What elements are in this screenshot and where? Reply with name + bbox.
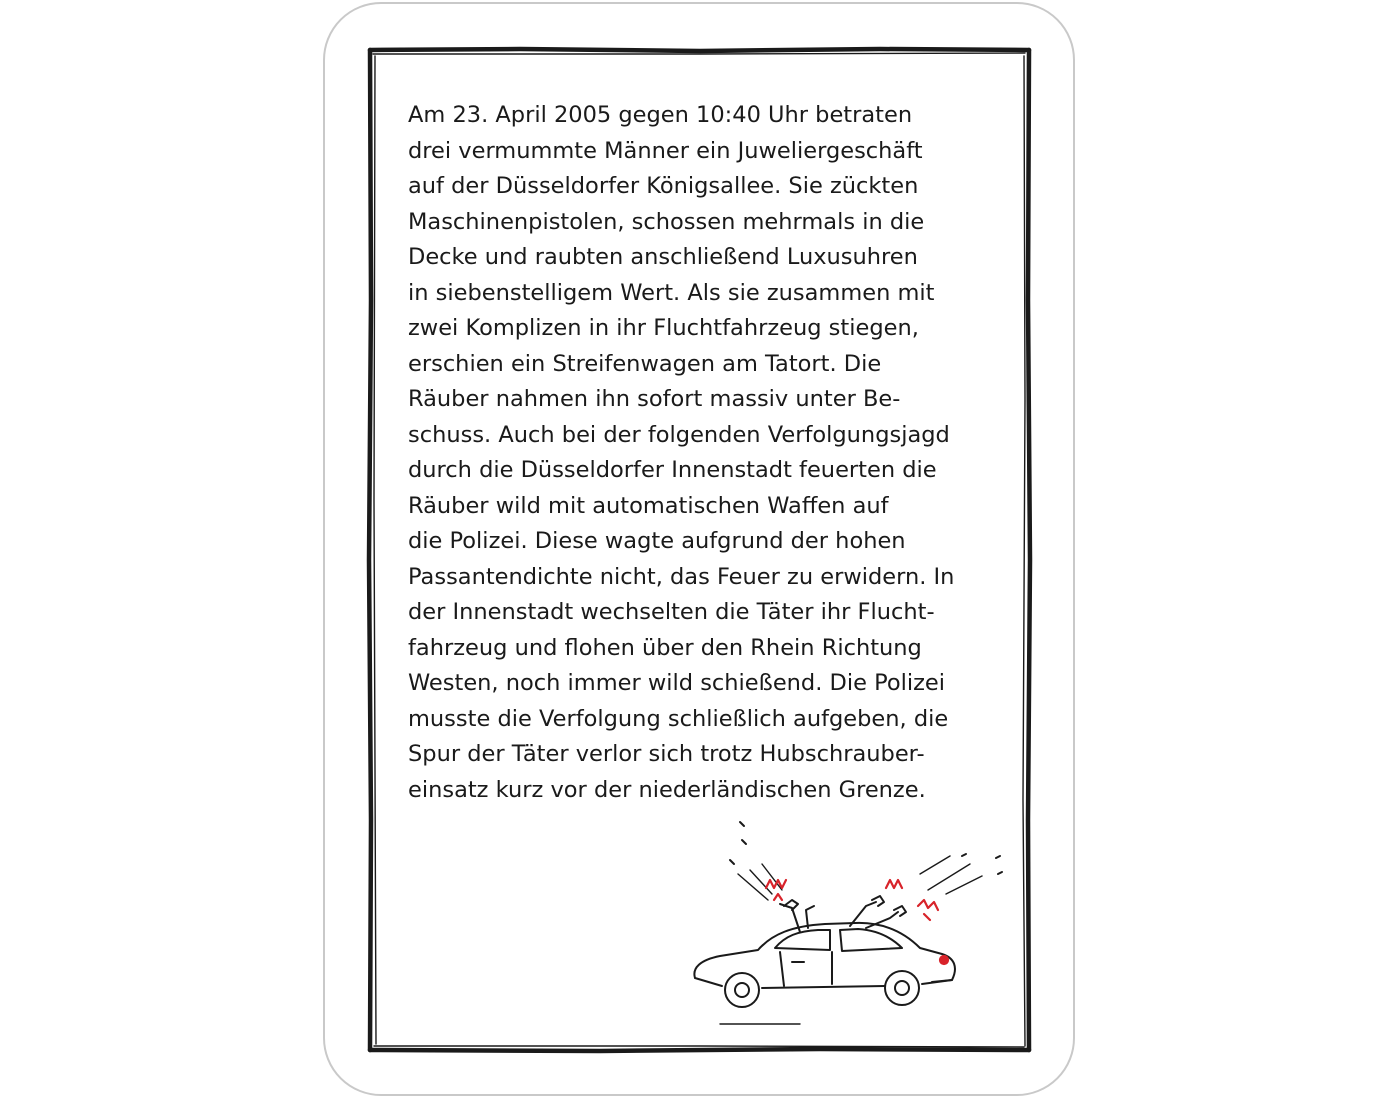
story-line: einsatz kurz vor der niederländischen Grenze. <box>408 776 926 803</box>
story-line: fahrzeug und flohen über den Rhein Richtung <box>408 634 922 661</box>
story-line: Spur der Täter verlor sich trotz Hubschrauber- <box>408 741 925 767</box>
story-line: Räuber nahmen ihn sofort massiv unter Be- <box>408 386 901 412</box>
story-line: Passantendichte nicht, das Feuer zu erwidern. In <box>408 563 955 590</box>
story-line: die Polizei. Diese wagte aufgrund der hohen <box>408 528 906 554</box>
getaway-car-shooting-icon <box>680 810 1010 1040</box>
story-line: in siebenstelligem Wert. Als sie zusammen mit <box>408 279 935 306</box>
story-line: auf der Düsseldorfer Königsallee. Sie zückten <box>408 173 919 199</box>
story-line: Maschinenpistolen, schossen mehrmals in die <box>408 208 925 235</box>
story-line: schuss. Auch bei der folgenden Verfolgungsjagd <box>408 421 950 448</box>
story-text <box>408 98 1008 808</box>
story-line: erschien ein Streifenwagen am Tatort. Die <box>408 350 882 377</box>
story-line: der Innenstadt wechselten die Täter ihr Flucht- <box>408 599 935 625</box>
story-line: Räuber wild mit automatischen Waffen auf <box>408 492 889 519</box>
story-line: Am 23. April 2005 gegen 10:40 Uhr betraten <box>408 102 913 128</box>
story-line: durch die Düsseldorfer Innenstadt feuerten die <box>408 457 937 483</box>
story-line: Decke und raubten anschließend Luxusuhren <box>408 244 918 270</box>
story-line: drei vermummte Männer ein Juweliergeschäft <box>408 137 923 164</box>
story-line: zwei Komplizen in ihr Fluchtfahrzeug stiegen, <box>408 315 919 341</box>
story-line: Westen, noch immer wild schießend. Die Polizei <box>408 670 946 696</box>
story-line: musste die Verfolgung schließlich aufgeben, die <box>408 705 949 732</box>
